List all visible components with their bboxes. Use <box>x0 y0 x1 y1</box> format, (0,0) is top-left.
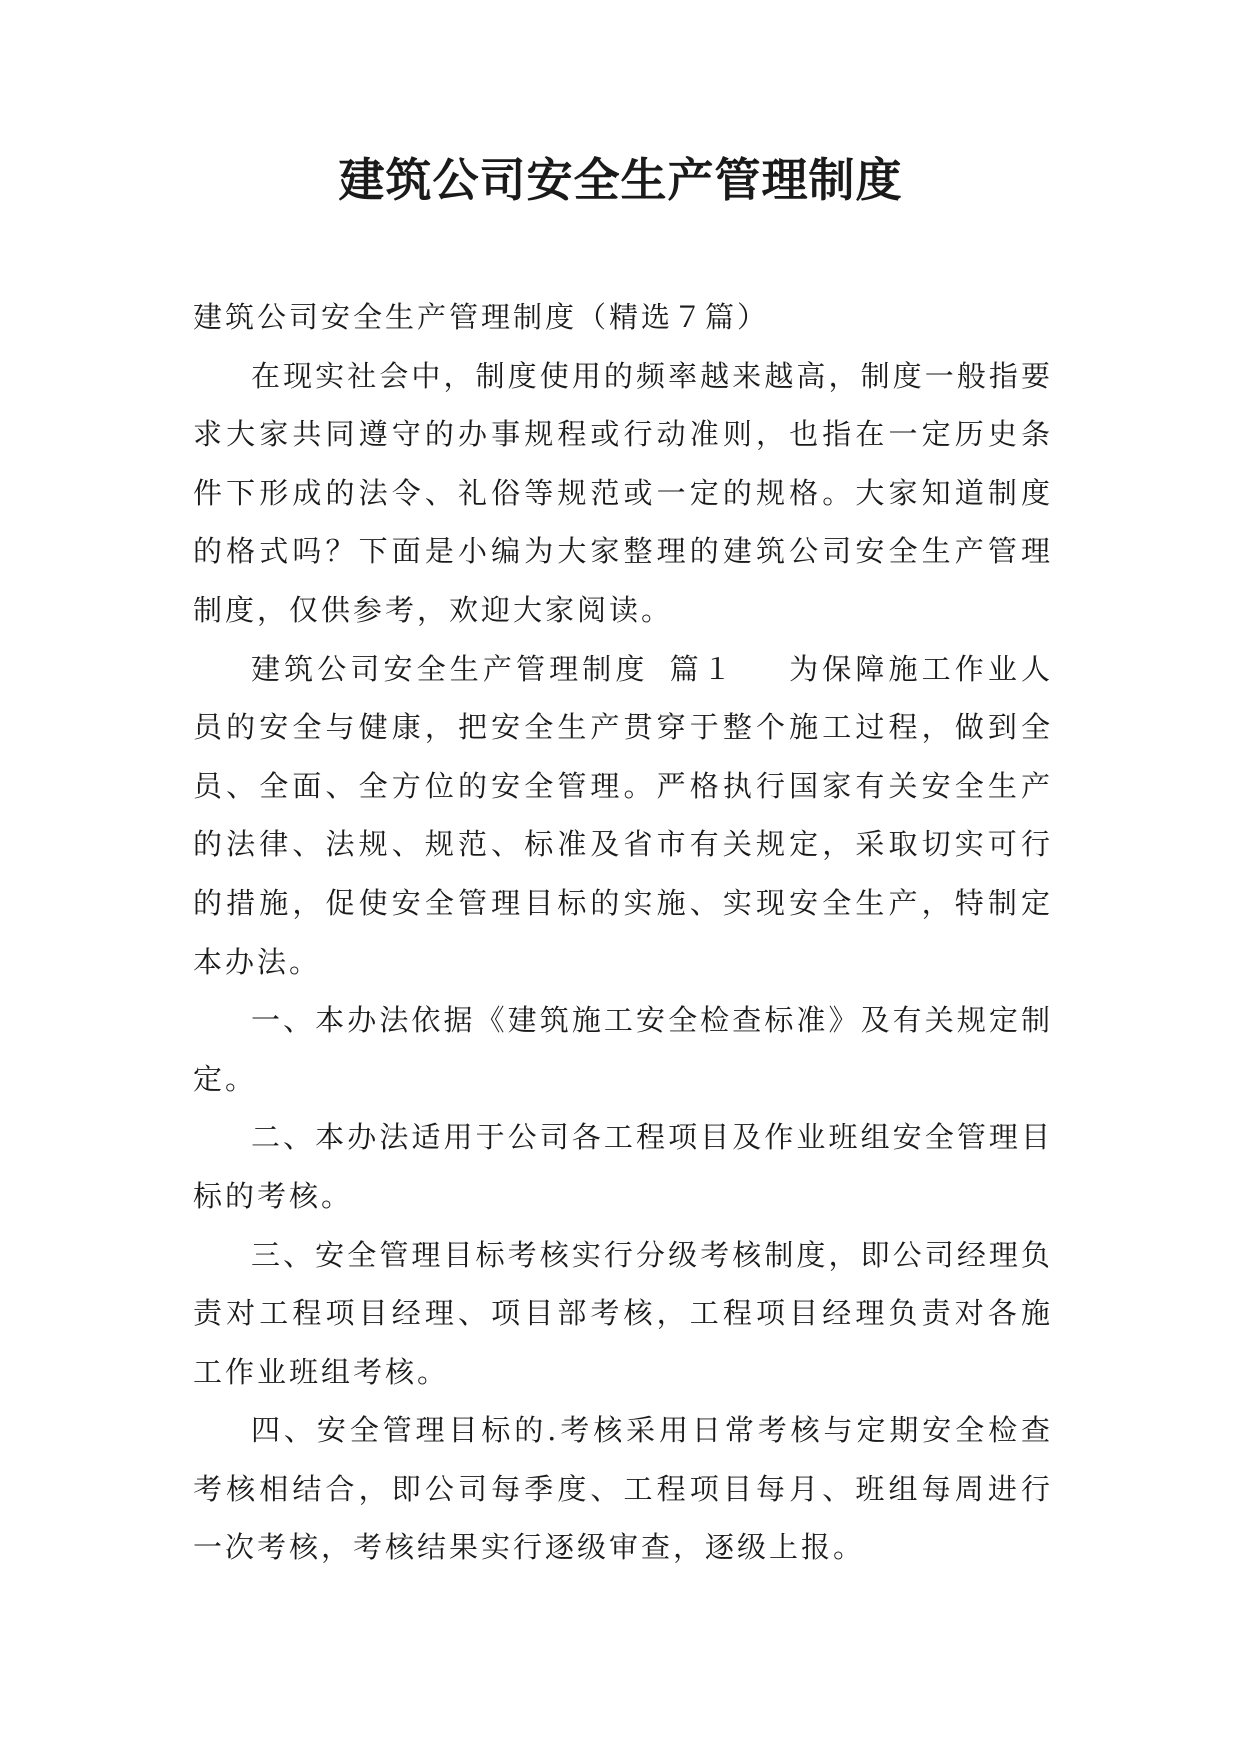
list-item-2: 二、本办法适用于公司各工程项目及作业班组安全管理目标的考核。 <box>193 1120 1053 1213</box>
intro-paragraph: 在现实社会中，制度使用的频率越来越高，制度一般指要求大家共同遵守的办事规程或行动准则，也指在一定历史条件下形成的法令、礼俗等规范或一定的规格。大家知道制度的格式吗？下面是小编为大家整理的建筑公司安全生产管理制度，仅供参考，欢迎大家阅读。 <box>193 358 1053 627</box>
list-item-3: 三、安全管理目标考核实行分级考核制度，即公司经理负责对工程项目经理、项目部考核，工程项目经理负责对各施工作业班组考核。 <box>193 1237 1053 1389</box>
document-title: 建筑公司安全生产管理制度 <box>338 153 903 207</box>
document-subtitle: 建筑公司安全生产管理制度（精选７篇） <box>193 300 770 334</box>
list-item-1: 一、本办法依据《建筑施工安全检查标准》及有关规定制定。 <box>193 1003 1053 1096</box>
section-1-paragraph <box>193 640 1053 992</box>
list-item-4: 四、安全管理目标的.考核采用日常考核与定期安全检查考核相结合，即公司每季度、工程项目每月、班组每周进行一次考核，考核结果实行逐级审查，逐级上报。 <box>193 1413 1053 1565</box>
section-1-number: 篇１ <box>668 651 736 686</box>
section-1-text: 为保障施工作业人员的安全与健康，把安全生产贯穿于整个施工过程，做到全员、全面、全方位的安全管理。严格执行国家有关安全生产的法律、法规、规范、标准及省市有关规定，采取切实可行的措施，促使安全管理目标的实施、实现安全生产，特制定本办法。 <box>193 651 1053 979</box>
document-body <box>193 288 1053 1577</box>
section-1-heading: 建筑公司安全生产管理制度 <box>251 651 649 686</box>
